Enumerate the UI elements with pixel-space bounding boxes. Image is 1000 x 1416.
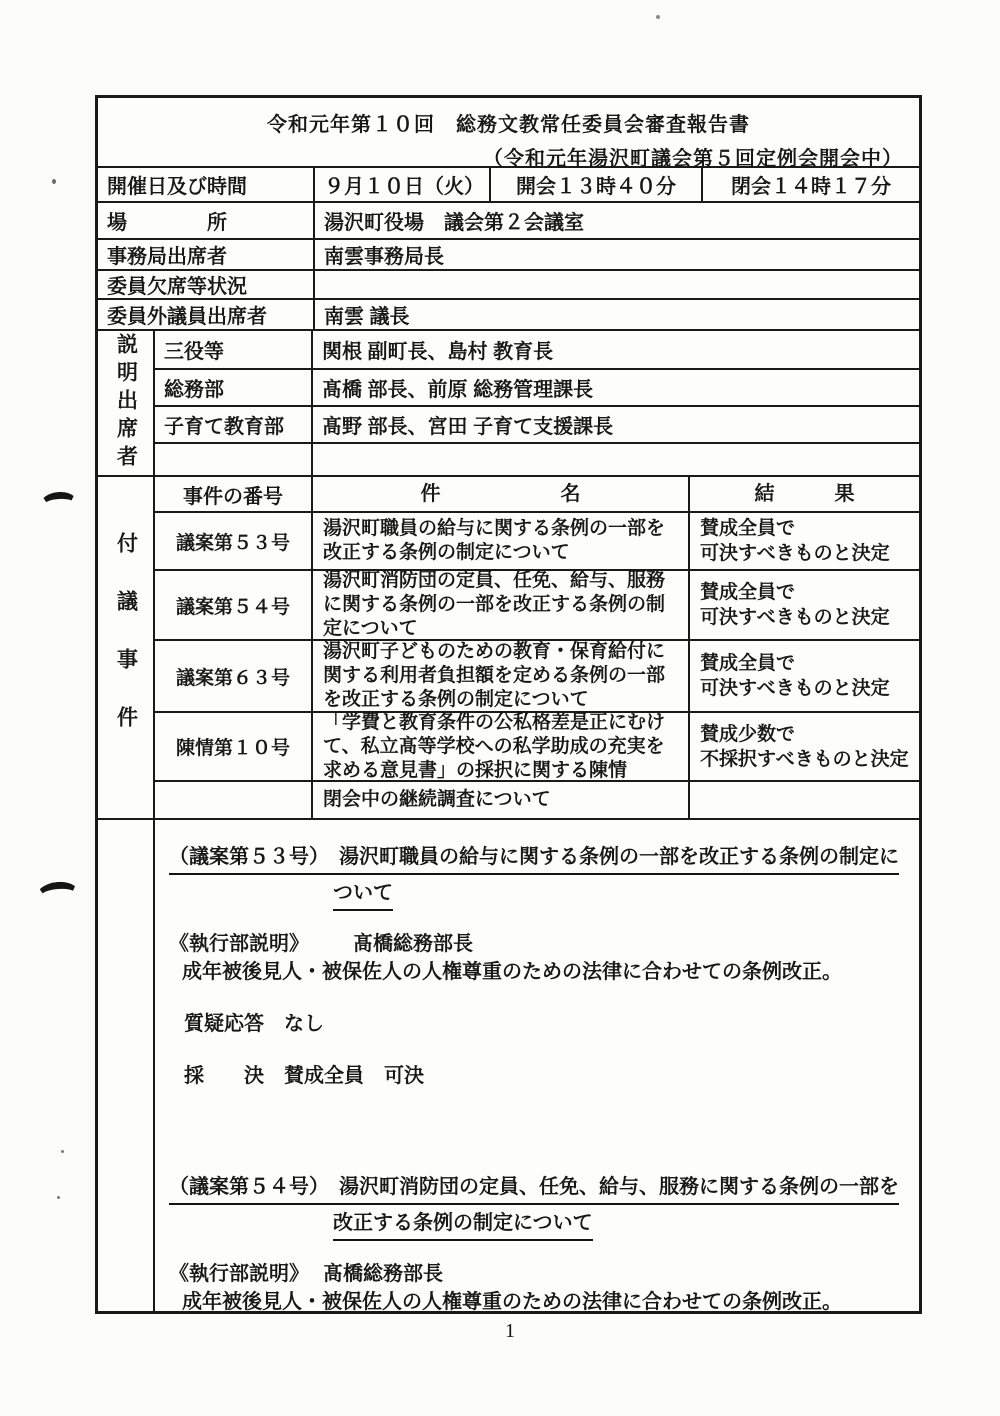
scan-artifact <box>52 179 56 184</box>
scan-artifact <box>656 15 660 19</box>
result-line: 可決すべきものと決定 <box>700 543 890 564</box>
report-subtitle: （令和元年湯沢町議会第５回定例会開会中） <box>483 148 903 170</box>
agenda-case-number: 陳情第１０号 <box>175 738 290 759</box>
absent-label: 委員欠席等状況 <box>107 276 247 298</box>
executive-explanation-line <box>169 931 903 958</box>
case-heading-line2: ついて <box>333 880 393 911</box>
vote-line <box>184 1063 903 1090</box>
explainers-vertical-label: 説明出席者 <box>114 333 138 473</box>
meta-table <box>98 168 919 331</box>
explainer-row <box>155 442 919 475</box>
vote-label: 採 決 <box>184 1065 264 1087</box>
agenda-case-result <box>688 782 919 818</box>
result-line: 賛成全員で <box>700 518 796 539</box>
explainer-names <box>311 444 919 475</box>
agenda-header-result: 結 果 <box>688 477 919 511</box>
agenda-section <box>98 477 919 820</box>
agenda-row <box>155 511 919 569</box>
meta-row-observer <box>98 298 919 329</box>
explainer-group-label <box>155 444 311 475</box>
agenda-case-name: 湯沢町職員の給与に関する条例の一部を改正する条例の制定について <box>311 513 688 569</box>
place-label: 場 所 <box>107 212 227 234</box>
explainer-names: 髙橋 部長、前原 総務管理課長 <box>311 370 919 405</box>
scan-artifact <box>40 491 77 515</box>
report-title: 令和元年第１０回 総務文教常任委員会審査報告書 <box>267 114 750 136</box>
minutes-left-gutter <box>98 820 155 1311</box>
explainer-group-label: 三役等 <box>164 341 224 363</box>
agenda-case-number: 議案第５３号 <box>175 532 290 554</box>
title-block <box>98 98 919 168</box>
agenda-case-number: 議案第６３号 <box>175 667 290 689</box>
explanation-body: 成年被後見人・被保佐人の人権尊重のための法律に合わせての条例改正。 <box>182 961 842 983</box>
agenda-row <box>155 569 919 639</box>
minutes-case-53 <box>169 844 903 1090</box>
agenda-header-number: 事件の番号 <box>183 485 283 508</box>
case-heading <box>169 844 903 875</box>
vote-value: 賛成全員 可決 <box>284 1065 424 1087</box>
agenda-header-name: 件 名 <box>311 477 688 511</box>
scan-artifact <box>57 1196 60 1199</box>
agenda-case-number: 議案第５４号 <box>175 596 290 618</box>
agenda-case-name: 湯沢町子どものための教育・保育給付に関する利用者負担額を定める条例の一部を改正する条例の制定について <box>311 641 688 711</box>
result-line: 可決すべきものと決定 <box>700 607 890 628</box>
agenda-case-name: 湯沢町消防団の定員、任免、給与、服務に関する条例の一部を改正する条例の制定について <box>311 571 688 639</box>
agenda-row <box>155 639 919 711</box>
agenda-case-result <box>688 641 919 711</box>
explanation-body: 成年被後見人・被保佐人の人権尊重のための法律に合わせての条例改正。 <box>182 1291 842 1313</box>
scan-artifact <box>36 880 80 909</box>
observer-value: 南雲 議長 <box>313 300 919 329</box>
case-heading-line1: （議案第５４号） 湯沢町消防団の定員、任免、給与、服務に関する条例の一部を <box>169 1174 899 1205</box>
minutes-section <box>98 820 919 1311</box>
qa-line <box>184 1011 903 1038</box>
agenda-case-result <box>688 713 919 780</box>
result-line: 不採択すべきものと決定 <box>700 748 909 770</box>
explainer-name: 髙橋総務部長 <box>353 933 473 955</box>
absent-value <box>313 271 919 298</box>
secretariat-label: 事務局出席者 <box>107 246 227 268</box>
meta-row-absent <box>98 269 919 298</box>
executive-explanation-line <box>169 1261 903 1288</box>
report-table <box>95 95 922 1314</box>
result-line: 賛成少数で <box>700 723 796 745</box>
qa-label: 質疑応答 <box>184 1013 264 1035</box>
result-line: 可決すべきものと決定 <box>700 678 890 699</box>
meeting-date: ９月１０日（火） <box>313 168 489 201</box>
datetime-label: 開催日及び時間 <box>107 176 247 198</box>
place-value: 湯沢町役場 議会第２会議室 <box>313 203 919 238</box>
agenda-case-name: 閉会中の継続調査について <box>311 782 688 818</box>
scan-artifact <box>61 1150 64 1153</box>
agenda-case-name: 「学費と教育条件の公私格差是正にむけて、私立髙等学校への私学助成の充実を求める意見書」の採択に関する陳情 <box>311 713 688 780</box>
explainer-names: 髙野 部長、宮田 子育て支援課長 <box>311 407 919 442</box>
case-heading-line1: （議案第５３号） 湯沢町職員の給与に関する条例の一部を改正する条例の制定に <box>169 844 899 875</box>
agenda-vertical-label: 付議事件 <box>114 531 138 764</box>
secretariat-value: 南雲事務局長 <box>313 240 919 269</box>
agenda-case-number <box>155 782 311 818</box>
observer-label: 委員外議員出席者 <box>107 306 267 328</box>
qa-value: なし <box>284 1013 324 1035</box>
explainer-name: 髙橋総務部長 <box>323 1263 443 1285</box>
explainer-names: 関根 副町長、島村 教育長 <box>311 331 919 368</box>
case-heading-line2: 改正する条例の制定について <box>333 1210 593 1241</box>
close-time: 閉会１４時１７分 <box>701 168 919 201</box>
explainers-section <box>98 331 919 477</box>
explainer-group-label: 子育て教育部 <box>164 416 284 438</box>
meta-row-place <box>98 201 919 238</box>
result-line: 賛成全員で <box>700 582 796 603</box>
explanation-label: 《執行部説明》 <box>169 933 309 955</box>
explainer-row <box>155 331 919 368</box>
meta-row-datetime <box>98 168 919 201</box>
meta-row-secretariat <box>98 238 919 269</box>
agenda-header-row <box>155 477 919 511</box>
explanation-label: 《執行部説明》 <box>169 1263 309 1285</box>
agenda-row <box>155 780 919 818</box>
explainers-vertical-label-cell <box>98 331 155 475</box>
agenda-case-result <box>688 513 919 569</box>
explainer-group-label: 総務部 <box>164 379 224 401</box>
explainer-row <box>155 368 919 405</box>
explainer-row <box>155 405 919 442</box>
agenda-row <box>155 711 919 780</box>
open-time: 開会１３時４０分 <box>489 168 701 201</box>
agenda-vertical-label-cell <box>98 477 155 818</box>
result-line: 賛成全員で <box>700 653 796 674</box>
case-heading <box>333 880 903 911</box>
case-heading <box>169 1174 903 1205</box>
case-heading <box>333 1210 903 1241</box>
minutes-case-54 <box>169 1174 903 1316</box>
page-number: 1 <box>505 1320 515 1342</box>
agenda-case-result <box>688 571 919 639</box>
